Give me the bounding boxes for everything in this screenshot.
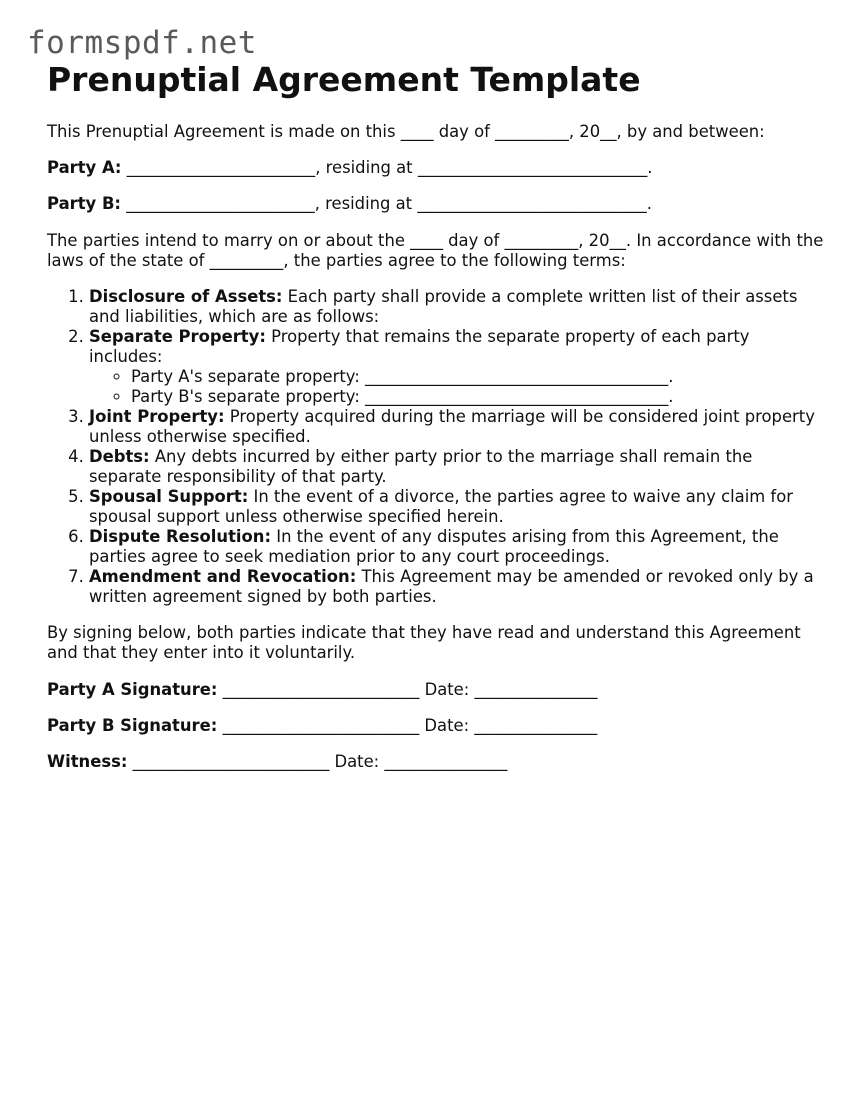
party-a-signature-line <box>47 680 827 700</box>
party-b-fill: _______________________, residing at ____________________________. <box>121 194 652 213</box>
term-text: Any debts incurred by either party prior to the marriage shall remain the separate responsibility of that party. <box>89 447 753 486</box>
party-b-line <box>47 194 827 214</box>
signature-label: Party A Signature: <box>47 680 218 699</box>
party-b-label: Party B: <box>47 194 121 213</box>
term-title: Amendment and Revocation: <box>89 567 357 586</box>
sub-item: ◦ Party B's separate property: _____________________________________. <box>131 387 827 407</box>
terms-list <box>47 287 827 607</box>
term-item <box>89 327 827 407</box>
party-b-signature-line <box>47 716 827 736</box>
term-item <box>89 447 827 487</box>
term-text: Property acquired during the marriage will be considered joint property unless otherwise specified. <box>89 407 815 446</box>
party-a-label: Party A: <box>47 158 122 177</box>
term-text: This Agreement may be amended or revoked only by a written agreement signed by both parties. <box>89 567 814 606</box>
term-title: Dispute Resolution: <box>89 527 272 546</box>
sub-item: ◦ Party A's separate property: _____________________________________. <box>131 367 827 387</box>
term-item <box>89 407 827 447</box>
intro-paragraph: This Prenuptial Agreement is made on this ____ day of _________, 20__, by and between: <box>47 122 765 141</box>
signature-fill: ________________________ Date: _______________ <box>217 716 598 735</box>
term-item <box>89 487 827 527</box>
recital-paragraph: The parties intend to marry on or about the ____ day of _________, 20__. In accordance with the laws of the state of _________, the parties agree to the following terms: <box>47 231 824 270</box>
term-item <box>89 287 827 327</box>
term-text: Each party shall provide a complete written list of their assets and liabilities, which are as follows: <box>89 287 798 326</box>
term-item <box>89 527 827 567</box>
signature-fill: ________________________ Date: _______________ <box>127 752 508 771</box>
witness-signature-line <box>47 752 827 772</box>
signature-label: Party B Signature: <box>47 716 218 735</box>
term-item <box>89 567 827 607</box>
term-title: Separate Property: <box>89 327 266 346</box>
term-title: Spousal Support: <box>89 487 249 506</box>
document-page <box>47 58 827 772</box>
closing-paragraph: By signing below, both parties indicate that they have read and understand this Agreement and that they enter into it voluntarily. <box>47 623 801 662</box>
term-text: In the event of any disputes arising from this Agreement, the parties agree to seek mediation prior to any court proceedings. <box>89 527 779 566</box>
document-title: Prenuptial Agreement Template <box>47 60 641 99</box>
term-text: Property that remains the separate property of each party includes: <box>89 327 750 366</box>
term-title: Joint Property: <box>89 407 225 426</box>
term-title: Debts: <box>89 447 150 466</box>
term-title: Disclosure of Assets: <box>89 287 283 306</box>
term-text: In the event of a divorce, the parties agree to waive any claim for spousal support unless otherwise specified herein. <box>89 487 793 526</box>
signature-label: Witness: <box>47 752 128 771</box>
separate-property-list <box>89 367 827 407</box>
party-a-fill: _______________________, residing at ____________________________. <box>121 158 653 177</box>
watermark: formspdf.net <box>27 25 257 61</box>
signature-fill: ________________________ Date: _______________ <box>217 680 598 699</box>
party-a-line <box>47 158 827 178</box>
